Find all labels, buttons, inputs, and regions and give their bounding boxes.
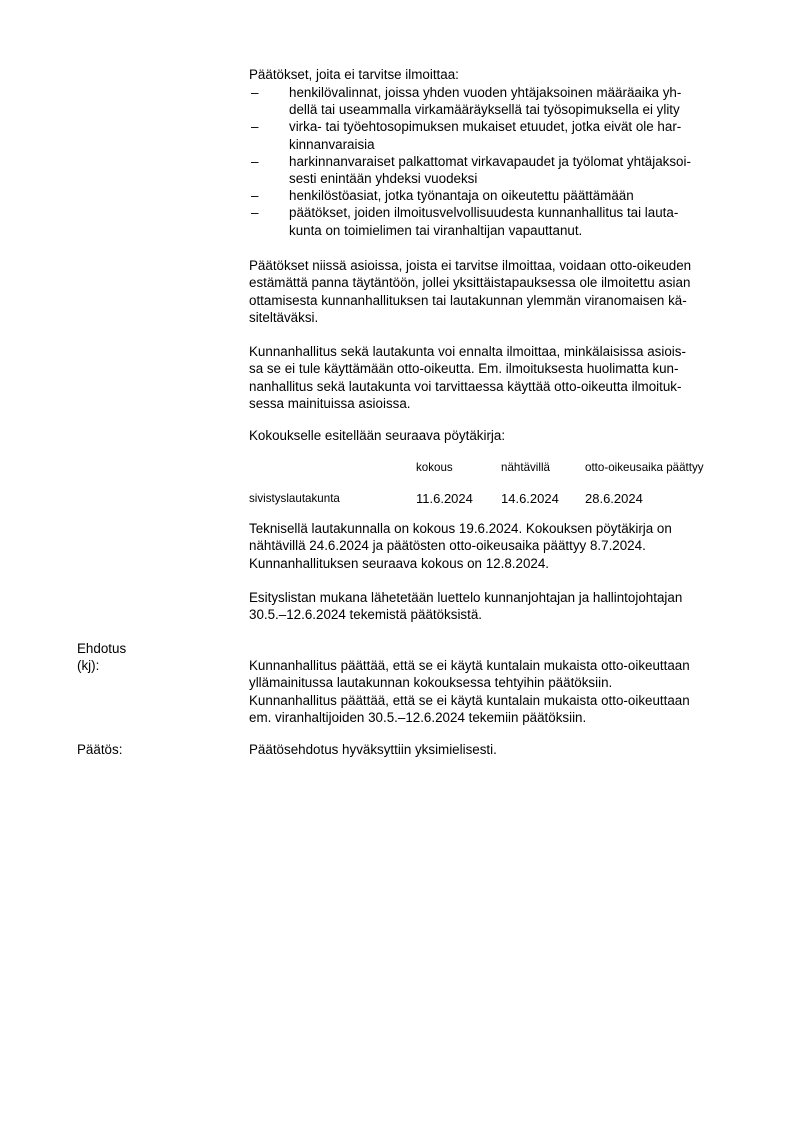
execution-paragraph: Päätökset niissä asioissa, joista ei tarvitse ilmoittaa, voidaan otto-oikeuden estämättä panna täytäntöön, jollei yksittäistapauksessa ole ilmoitettu asian ottamisesta kunnanhallituksen tai lautakunnan ylemmän viranomaisen kä- siteltäväksi. — [249, 258, 692, 326]
decision-text: Päätösehdotus hyväksyttiin yksimielisesti. — [249, 742, 497, 757]
row-kokous: 11.6.2024 — [416, 491, 473, 506]
list-item — [249, 204, 735, 238]
row-nahtavilla: 14.6.2024 — [501, 491, 559, 506]
dash-marker: – — [251, 85, 259, 100]
dash-marker: – — [251, 119, 259, 135]
dash-marker: – — [251, 153, 259, 169]
technical-board-paragraph: Teknisellä lautakunnalla on kokous 19.6.2024. Kokouksen pöytäkirja on nähtävillä 24.6.2024 ja päätösten otto-oikeusaika päättyy 8.7.2024. Kunnanhallituksen seuraava kokous on 12.8.2024. — [249, 521, 672, 571]
header-paattyy: otto-oikeusaika päättyy — [585, 461, 704, 474]
dash-marker: – — [251, 188, 259, 204]
list-item-text: henkilövalinnat, joissa yhden vuoden yhtäjaksoinen määräaika yh- dellä tai useammalla virkamääräyksellä tai työsopimuksella ei ylity — [289, 85, 682, 118]
list-item-text: virka- tai työehtosopimuksen mukaiset etuudet, jotka eivät ole har- kinnanvaraisia — [289, 119, 682, 152]
row-name: sivistyslautakunta — [249, 492, 340, 505]
list-item-text: harkinnanvaraiset palkattomat virkavapaudet ja työlomat yhtäjaksoi- sesti enintään yhdeksi vuodeksi — [289, 153, 691, 187]
list-item — [249, 118, 735, 152]
header-kokous: kokous — [416, 461, 453, 474]
minutes-intro: Kokoukselle esitellään seuraava pöytäkirja: — [249, 428, 506, 443]
list-item — [249, 153, 735, 187]
dash-marker: – — [251, 205, 259, 221]
list-item-text: päätökset, joiden ilmoitusvelvollisuudesta kunnanhallitus tai lauta- kunta on toimielimen tai viranhaltijan vapauttanut. — [289, 205, 679, 238]
exempt-decisions-list — [249, 84, 735, 239]
list-item — [249, 187, 735, 204]
list-item — [249, 84, 735, 118]
row-paattyy: 28.6.2024 — [585, 491, 643, 506]
decision-label: Päätös: — [77, 742, 123, 757]
list-item-text: henkilöstöasiat, jotka työnantaja on oikeutettu päättämään — [289, 188, 634, 204]
intro-heading: Päätökset, joita ei tarvitse ilmoittaa: — [249, 67, 459, 82]
proposal-text: Kunnanhallitus päättää, että se ei käytä kuntalain mukaista otto-oikeuttaan yllämainitussa lautakunnan kokouksessa tehtyihin päätöksiin. Kunnanhallitus päättää, että se ei käytä kuntalain mukaista otto-oikeuttaan em. viranhaltijoiden 30.5.–12.6.2024 tekemiin päätöksiin. — [249, 658, 690, 726]
advance-notice-paragraph: Kunnanhallitus sekä lautakunta voi ennalta ilmoittaa, minkälaisissa asiois- sa se ei tule käyttämään otto-oikeutta. Em. ilmoituksesta huolimatta kun- nanhallitus sekä lautakunta voi tarvittaessa käyttää otto-oikeutta ilmoituk- sessa mainituissa asioissa. — [249, 344, 686, 412]
proposal-label: Ehdotus (kj): — [77, 641, 127, 674]
agenda-list-paragraph: Esityslistan mukana lähetetään luettelo kunnanjohtajan ja hallintojohtajan 30.5.–12.6.2024 tekemistä päätöksistä. — [249, 590, 683, 623]
header-nahtavilla: nähtävillä — [501, 461, 550, 474]
